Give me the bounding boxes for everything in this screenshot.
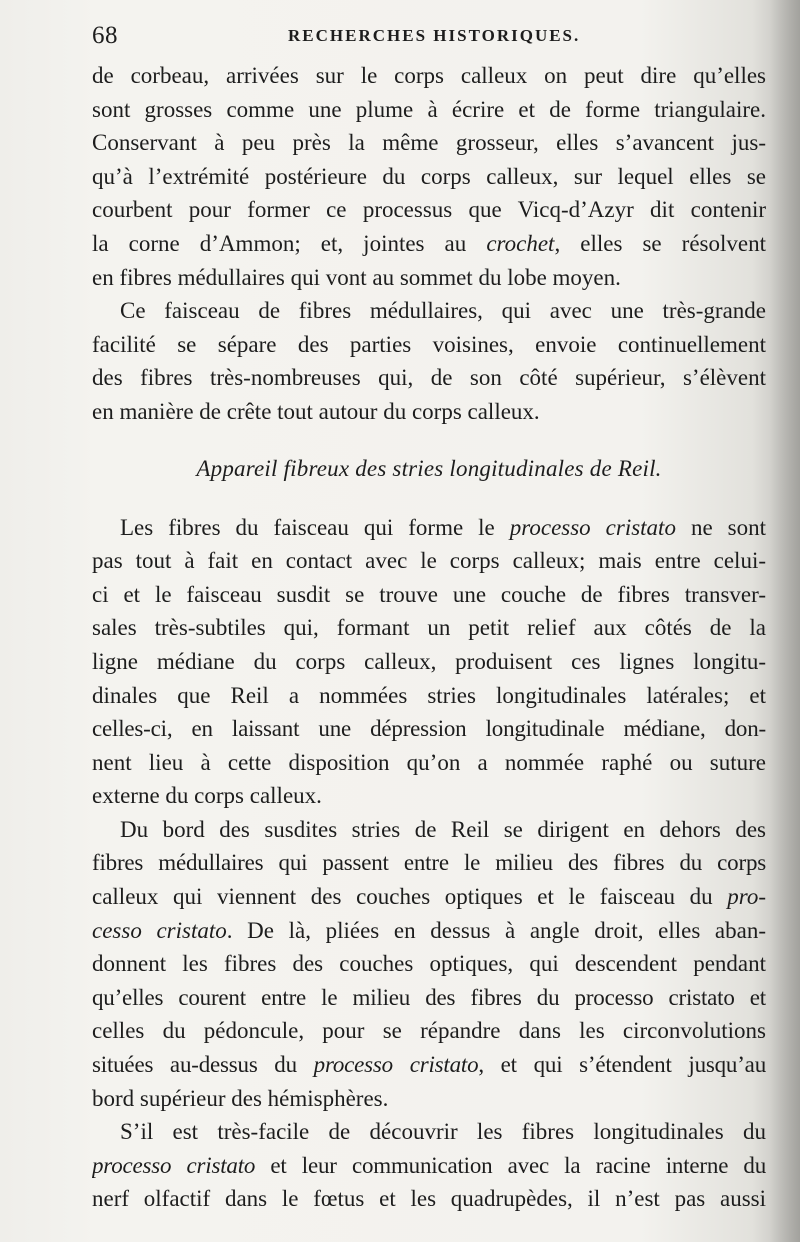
body-text (92, 59, 766, 1216)
text-line: des fibres très-nombreuses qui, de son côté supérieur, s’élèvent (92, 365, 766, 391)
text-line: en manière de crête tout autour du corps calleux. (92, 398, 540, 424)
text-line: nerf olfactif dans le fœtus et les quadrupèdes, il n’est pas aussi (92, 1186, 766, 1212)
paragraph-2 (92, 294, 766, 428)
italic-term: processo cristato (509, 514, 676, 540)
italic-term: processo cristato (313, 1052, 479, 1078)
text-line: Conservant à peu près la même grosseur, elles s’avancent jus- (92, 130, 766, 156)
text-line: donnent les fibres des couches optiques, qui descendent pendant (92, 951, 766, 977)
text-line: la corne d’Ammon; et, jointes au crochet, elles se résolvent (92, 230, 766, 256)
text-line: Les fibres du faisceau qui forme le processo cristato ne sont (120, 514, 766, 540)
text-line: cesso cristato. De là, pliées en dessus à angle droit, elles aban- (92, 917, 766, 943)
paragraph-4 (92, 813, 766, 1115)
paragraph-1 (92, 59, 766, 294)
spacer (92, 429, 766, 449)
text-line: sont grosses comme une plume à écrire et de forme triangulaire. (92, 96, 766, 122)
text-line: ci et le faisceau susdit se trouve une couche de fibres transver- (92, 581, 766, 607)
text-line: ligne médiane du corps calleux, produisent ces lignes longitu- (92, 648, 766, 674)
spacer (92, 489, 766, 511)
running-title: RECHERCHES HISTORIQUES. (288, 26, 581, 45)
text-line: Ce faisceau de fibres médullaires, qui avec une très-grande (120, 298, 766, 324)
paragraph-5 (92, 1115, 766, 1216)
italic-term: crochet (486, 230, 555, 256)
italic-term: processo cristato (92, 1152, 256, 1178)
page-number: 68 (92, 22, 118, 49)
text-line: pas tout à fait en contact avec le corps calleux; mais entre celui- (92, 548, 766, 574)
text-line: processo cristato et leur communication avec la racine interne du (92, 1152, 766, 1178)
text-line: calleux qui viennent des couches optiques et le faisceau du pro- (92, 884, 766, 910)
running-head (92, 18, 772, 54)
text-line: celles du pédoncule, pour se répandre dans les circonvolutions (92, 1018, 766, 1044)
text-line: de corbeau, arrivées sur le corps calleux on peut dire qu’elles (92, 63, 766, 88)
text-line: facilité se sépare des parties voisines, envoie continuellement (92, 331, 766, 357)
text-line: nent lieu à cette disposition qu’on a nommée raphé ou suture (92, 749, 766, 775)
section-heading: Appareil fibreux des stries longitudinales de Reil. (196, 455, 662, 481)
text-line: situées au-dessus du processo cristato, et qui s’étendent jusqu’au (92, 1052, 766, 1078)
text-line: qu’à l’extrémité postérieure du corps calleux, sur lequel elles se (92, 163, 766, 189)
text-line: externe du corps calleux. (92, 783, 322, 809)
text-line: qu’elles courent entre le milieu des fibres du processo cristato et (92, 984, 766, 1010)
paragraph-3 (92, 511, 766, 813)
text-line: Du bord des susdites stries de Reil se dirigent en dehors des (120, 816, 766, 842)
text-line: sales très-subtiles qui, formant un petit relief aux côtés de la (92, 615, 766, 641)
text-line: dinales que Reil a nommées stries longitudinales latérales; et (92, 682, 766, 708)
text-line: fibres médullaires qui passent entre le milieu des fibres du corps (92, 850, 766, 876)
text-line: S’il est très-facile de découvrir les fibres longitudinales du (120, 1119, 766, 1145)
text-line: celles-ci, en laissant une dépression longitudinale médiane, don- (92, 716, 766, 742)
italic-term: cesso cristato (92, 917, 227, 943)
text-line: courbent pour former ce processus que Vicq-d’Azyr dit contenir (92, 197, 766, 223)
italic-term: pro- (727, 884, 766, 910)
text-line: bord supérieur des hémisphères. (92, 1085, 389, 1111)
text-line: en fibres médullaires qui vont au sommet du lobe moyen. (92, 264, 621, 290)
